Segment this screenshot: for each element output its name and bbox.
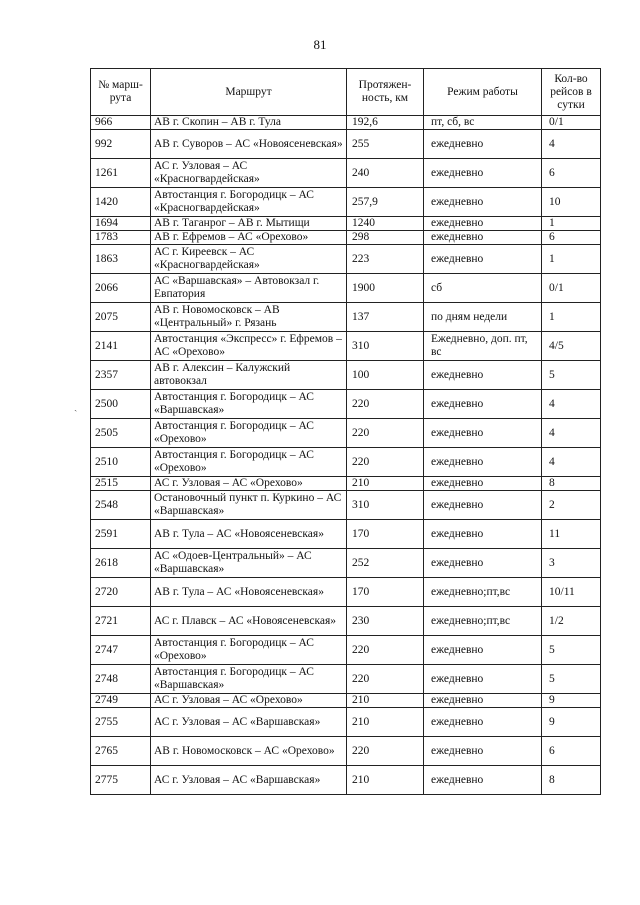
- route-number: 966: [91, 116, 151, 130]
- route-length: 220: [347, 448, 424, 477]
- route-number: 2755: [91, 708, 151, 737]
- route-name: АС г. Узловая – АС «Орехово»: [151, 477, 347, 491]
- route-length: 220: [347, 636, 424, 665]
- route-name: АВ г. Суворов – АС «Новоясеневская»: [151, 130, 347, 159]
- route-length: 210: [347, 477, 424, 491]
- route-number: 2500: [91, 390, 151, 419]
- route-trip-count: 11: [542, 520, 601, 549]
- page-number: 81: [313, 37, 327, 52]
- route-length: 1900: [347, 274, 424, 303]
- route-name: АВ г. Новомосковск – АС «Орехово»: [151, 737, 347, 766]
- route-trip-count: 5: [542, 361, 601, 390]
- route-number: 1694: [91, 217, 151, 231]
- route-trip-count: 6: [542, 231, 601, 245]
- route-name: АВ г. Тула – АС «Новоясеневская»: [151, 578, 347, 607]
- route-number: 1261: [91, 159, 151, 188]
- route-mode: ежедневно: [424, 477, 542, 491]
- table-row: [91, 491, 601, 520]
- table-row: [91, 766, 601, 795]
- route-name: Автостанция г. Богородицк – АС «Орехово»: [151, 448, 347, 477]
- route-number: 2720: [91, 578, 151, 607]
- route-trip-count: 0/1: [542, 116, 601, 130]
- route-number: 2591: [91, 520, 151, 549]
- table-row: [91, 245, 601, 274]
- route-name: Автостанция «Экспресс» г. Ефремов – АС «Орехово»: [151, 332, 347, 361]
- route-number: 2775: [91, 766, 151, 795]
- route-mode: ежедневно: [424, 231, 542, 245]
- route-length: 252: [347, 549, 424, 578]
- table-row: [91, 116, 601, 130]
- route-length: 137: [347, 303, 424, 332]
- table-row: [91, 332, 601, 361]
- route-trip-count: 3: [542, 549, 601, 578]
- route-name: АВ г. Скопин – АВ г. Тула: [151, 116, 347, 130]
- header-route: Маршрут: [151, 69, 347, 116]
- route-mode: ежедневно: [424, 217, 542, 231]
- route-mode: ежедневно: [424, 245, 542, 274]
- route-mode: ежедневно: [424, 737, 542, 766]
- table-row: [91, 361, 601, 390]
- route-number: 992: [91, 130, 151, 159]
- route-name: АВ г. Алексин – Калужский автовокзал: [151, 361, 347, 390]
- table-row: [91, 217, 601, 231]
- route-length: 210: [347, 766, 424, 795]
- route-name: АС «Варшавская» – Автовокзал г. Евпатория: [151, 274, 347, 303]
- routes-table: [90, 68, 601, 795]
- route-trip-count: 10/11: [542, 578, 601, 607]
- route-length: 255: [347, 130, 424, 159]
- header-length: Протяжен-ность, км: [347, 69, 424, 116]
- route-number: 2618: [91, 549, 151, 578]
- route-number: 2357: [91, 361, 151, 390]
- table-row: [91, 708, 601, 737]
- table-row: [91, 159, 601, 188]
- route-number: 2548: [91, 491, 151, 520]
- route-name: Автостанция г. Богородицк – АС «Варшавская»: [151, 665, 347, 694]
- table-row: [91, 390, 601, 419]
- route-name: АС г. Узловая – АС «Орехово»: [151, 694, 347, 708]
- route-mode: ежедневно: [424, 665, 542, 694]
- route-trip-count: 1: [542, 245, 601, 274]
- route-mode: ежедневно: [424, 636, 542, 665]
- table-row: [91, 665, 601, 694]
- route-trip-count: 4: [542, 130, 601, 159]
- route-number: 2747: [91, 636, 151, 665]
- route-length: 240: [347, 159, 424, 188]
- route-trip-count: 5: [542, 636, 601, 665]
- route-mode: ежедневно;пт,вс: [424, 607, 542, 636]
- table-row: [91, 578, 601, 607]
- table-row: [91, 188, 601, 217]
- route-length: 220: [347, 737, 424, 766]
- stray-mark: ˎ: [74, 401, 78, 412]
- route-number: 2749: [91, 694, 151, 708]
- table-row: [91, 303, 601, 332]
- route-name: АС г. Плавск – АС «Новоясеневская»: [151, 607, 347, 636]
- route-trip-count: 4: [542, 448, 601, 477]
- route-trip-count: 9: [542, 694, 601, 708]
- route-length: 230: [347, 607, 424, 636]
- route-name: АС «Одоев-Центральный» – АС «Варшавская»: [151, 549, 347, 578]
- route-number: 2505: [91, 419, 151, 448]
- table-row: [91, 549, 601, 578]
- route-length: 223: [347, 245, 424, 274]
- route-trip-count: 10: [542, 188, 601, 217]
- route-length: 210: [347, 694, 424, 708]
- route-number: 2066: [91, 274, 151, 303]
- route-name: АВ г. Тула – АС «Новоясеневская»: [151, 520, 347, 549]
- route-name: АС г. Киреевск – АС «Красногвардейская»: [151, 245, 347, 274]
- route-trip-count: 2: [542, 491, 601, 520]
- route-length: 100: [347, 361, 424, 390]
- route-length: 310: [347, 332, 424, 361]
- route-mode: ежедневно: [424, 159, 542, 188]
- route-number: 2515: [91, 477, 151, 491]
- table-row: [91, 130, 601, 159]
- route-mode: ежедневно: [424, 766, 542, 795]
- route-mode: ежедневно: [424, 188, 542, 217]
- route-trip-count: 8: [542, 766, 601, 795]
- route-mode: сб: [424, 274, 542, 303]
- route-number: 2510: [91, 448, 151, 477]
- route-name: Автостанция г. Богородицк – АС «Варшавская»: [151, 390, 347, 419]
- route-trip-count: 4: [542, 419, 601, 448]
- route-name: Автостанция г. Богородицк – АС «Орехово»: [151, 419, 347, 448]
- route-length: 298: [347, 231, 424, 245]
- route-length: 192,6: [347, 116, 424, 130]
- route-mode: ежедневно: [424, 708, 542, 737]
- route-number: 1420: [91, 188, 151, 217]
- route-name: АС г. Узловая – АС «Красногвардейская»: [151, 159, 347, 188]
- route-length: 170: [347, 520, 424, 549]
- route-trip-count: 9: [542, 708, 601, 737]
- route-number: 2141: [91, 332, 151, 361]
- route-name: АС г. Узловая – АС «Варшавская»: [151, 766, 347, 795]
- route-length: 1240: [347, 217, 424, 231]
- route-mode: по дням недели: [424, 303, 542, 332]
- route-number: 2765: [91, 737, 151, 766]
- table-row: [91, 694, 601, 708]
- header-mode: Режим работы: [424, 69, 542, 116]
- table-row: [91, 274, 601, 303]
- route-mode: ежедневно: [424, 549, 542, 578]
- route-trip-count: 1: [542, 303, 601, 332]
- route-trip-count: 6: [542, 159, 601, 188]
- route-trip-count: 4/5: [542, 332, 601, 361]
- route-number: 1783: [91, 231, 151, 245]
- route-length: 220: [347, 665, 424, 694]
- route-mode: ежедневно: [424, 361, 542, 390]
- route-mode: ежедневно: [424, 419, 542, 448]
- route-length: 220: [347, 419, 424, 448]
- route-number: 2748: [91, 665, 151, 694]
- route-trip-count: 5: [542, 665, 601, 694]
- route-number: 1863: [91, 245, 151, 274]
- route-length: 210: [347, 708, 424, 737]
- table-row: [91, 520, 601, 549]
- route-trip-count: 6: [542, 737, 601, 766]
- header-row: [91, 69, 601, 116]
- route-name: Остановочный пункт п. Куркино – АС «Варшавская»: [151, 491, 347, 520]
- route-mode: Ежедневно, доп. пт, вс: [424, 332, 542, 361]
- table-row: [91, 231, 601, 245]
- route-trip-count: 0/1: [542, 274, 601, 303]
- route-name: Автостанция г. Богородицк – АС «Красногвардейская»: [151, 188, 347, 217]
- table-row: [91, 477, 601, 491]
- route-number: 2075: [91, 303, 151, 332]
- route-mode: пт, сб, вс: [424, 116, 542, 130]
- table-row: [91, 636, 601, 665]
- route-mode: ежедневно: [424, 491, 542, 520]
- route-trip-count: 8: [542, 477, 601, 491]
- route-number: 2721: [91, 607, 151, 636]
- route-mode: ежедневно: [424, 448, 542, 477]
- route-name: АВ г. Новомосковск – АВ «Центральный» г. Рязань: [151, 303, 347, 332]
- header-trip-count: Кол-во рейсов в сутки: [542, 69, 601, 116]
- route-mode: ежедневно: [424, 130, 542, 159]
- table-row: [91, 419, 601, 448]
- route-length: 220: [347, 390, 424, 419]
- route-mode: ежедневно: [424, 390, 542, 419]
- route-trip-count: 1/2: [542, 607, 601, 636]
- route-mode: ежедневно;пт,вс: [424, 578, 542, 607]
- route-length: 310: [347, 491, 424, 520]
- route-mode: ежедневно: [424, 520, 542, 549]
- header-route-number: № марш-рута: [91, 69, 151, 116]
- route-name: АС г. Узловая – АС «Варшавская»: [151, 708, 347, 737]
- table-row: [91, 607, 601, 636]
- route-trip-count: 4: [542, 390, 601, 419]
- table-row: [91, 737, 601, 766]
- route-length: 257,9: [347, 188, 424, 217]
- route-name: Автостанция г. Богородицк – АС «Орехово»: [151, 636, 347, 665]
- route-length: 170: [347, 578, 424, 607]
- route-mode: ежедневно: [424, 694, 542, 708]
- route-name: АВ г. Таганрог – АВ г. Мытищи: [151, 217, 347, 231]
- route-name: АВ г. Ефремов – АС «Орехово»: [151, 231, 347, 245]
- route-trip-count: 1: [542, 217, 601, 231]
- table-row: [91, 448, 601, 477]
